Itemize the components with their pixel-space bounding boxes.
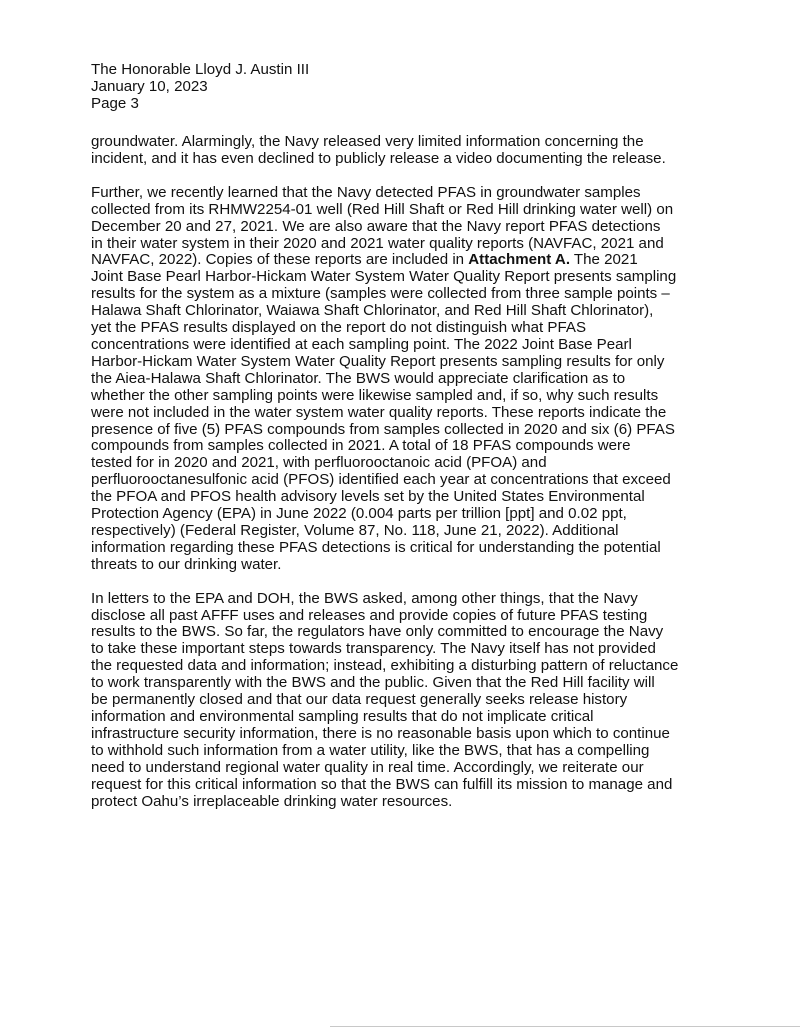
body-line: whether the other sampling points were likewise sampled and, if so, why such results bbox=[91, 386, 659, 404]
paragraph-pfas-detections bbox=[91, 185, 711, 574]
body-line: protect Oahu’s irreplaceable drinking water resources. bbox=[91, 792, 453, 810]
body-line: results for the system as a mixture (samples were collected from three sample points – bbox=[91, 285, 670, 303]
body-line: threats to our drinking water. bbox=[91, 555, 282, 573]
body-line: were not included in the water system water quality reports. These reports indicate the bbox=[91, 403, 667, 421]
paragraph-groundwater-release bbox=[91, 134, 711, 168]
body-line: incident, and it has even declined to publicly release a video documenting the release. bbox=[91, 149, 666, 167]
body-line: Harbor-Hickam Water System Water Quality Report presents sampling results for only bbox=[91, 352, 665, 370]
letter-body bbox=[91, 134, 711, 827]
body-line: results to the BWS. So far, the regulators have only committed to encourage the Navy bbox=[91, 623, 664, 641]
body-line: respectively) (Federal Register, Volume 87, No. 118, June 21, 2022). Additional bbox=[91, 521, 619, 539]
body-line: disclose all past AFFF uses and releases and provide copies of future PFAS testing bbox=[91, 606, 648, 624]
body-line: need to understand regional water quality in real time. Accordingly, we reiterate our bbox=[91, 758, 644, 776]
body-line: infrastructure security information, there is no reasonable basis upon which to continue bbox=[91, 724, 670, 742]
paragraph-bws-requests bbox=[91, 591, 711, 811]
body-line: to work transparently with the BWS and the public. Given that the Red Hill facility will bbox=[91, 674, 655, 692]
body-line: be permanently closed and that our data request generally seeks release history bbox=[91, 691, 628, 709]
body-line: yet the PFAS results displayed on the report do not distinguish what PFAS bbox=[91, 319, 587, 337]
body-line: in their water system in their 2020 and 2021 water quality reports (NAVFAC, 2021 and bbox=[91, 234, 664, 252]
body-line: the PFOA and PFOS health advisory levels set by the United States Environmental bbox=[91, 488, 645, 506]
body-line: December 20 and 27, 2021. We are also aware that the Navy report PFAS detections bbox=[91, 217, 661, 235]
letter-header bbox=[91, 62, 711, 113]
body-line: to take these important steps towards transparency. The Navy itself has not provided bbox=[91, 640, 656, 658]
body-line: tested for in 2020 and 2021, with perfluorooctanoic acid (PFOA) and bbox=[91, 454, 547, 472]
body-line: compounds from samples collected in 2021. A total of 18 PFAS compounds were bbox=[91, 437, 631, 455]
body-line: the requested data and information; instead, exhibiting a disturbing pattern of reluctance bbox=[91, 657, 679, 675]
body-line: request for this critical information so that the BWS can fulfill its mission to manage and bbox=[91, 775, 673, 793]
body-line: the Aiea-Halawa Shaft Chlorinator. The BWS would appreciate clarification as to bbox=[91, 369, 626, 387]
body-line: Further, we recently learned that the Navy detected PFAS in groundwater samples bbox=[91, 183, 641, 201]
page-bottom-divider bbox=[330, 1026, 800, 1027]
date-line: January 10, 2023 bbox=[91, 77, 208, 95]
body-line: perfluorooctanesulfonic acid (PFOS) identified each year at concentrations that exceed bbox=[91, 471, 671, 489]
body-line: concentrations were identified at each sampling point. The 2022 Joint Base Pearl bbox=[91, 335, 632, 353]
attachment-line-prefix: NAVFAC, 2022). Copies of these reports are included in bbox=[91, 251, 469, 269]
body-line: presence of five (5) PFAS compounds from samples collected in 2020 and six (6) PFAS bbox=[91, 420, 675, 438]
body-line: In letters to the EPA and DOH, the BWS asked, among other things, that the Navy bbox=[91, 589, 638, 607]
attachment-a-reference: Attachment A. bbox=[468, 251, 571, 269]
body-line: groundwater. Alarmingly, the Navy released very limited information concerning the bbox=[91, 133, 644, 150]
body-line: collected from its RHMW2254-01 well (Red Hill Shaft or Red Hill drinking water well) on bbox=[91, 200, 674, 218]
attachment-reference-line bbox=[91, 252, 711, 269]
body-line: information regarding these PFAS detections is critical for understanding the potential bbox=[91, 538, 661, 556]
recipient-line: The Honorable Lloyd J. Austin III bbox=[91, 61, 310, 78]
body-line: information and environmental sampling results that do not implicate critical bbox=[91, 708, 594, 725]
body-line: to withhold such information from a water utility, like the BWS, that has a compelling bbox=[91, 741, 650, 759]
body-line: Protection Agency (EPA) in June 2022 (0.004 parts per trillion [ppt] and 0.02 ppt, bbox=[91, 505, 627, 523]
body-line: Halawa Shaft Chlorinator, Waiawa Shaft Chlorinator, and Red Hill Shaft Chlorinator), bbox=[91, 302, 654, 320]
body-line: Joint Base Pearl Harbor-Hickam Water System Water Quality Report presents sampling bbox=[91, 268, 677, 286]
page-number-line: Page 3 bbox=[91, 94, 139, 112]
attachment-line-suffix: The 2021 bbox=[570, 251, 638, 269]
